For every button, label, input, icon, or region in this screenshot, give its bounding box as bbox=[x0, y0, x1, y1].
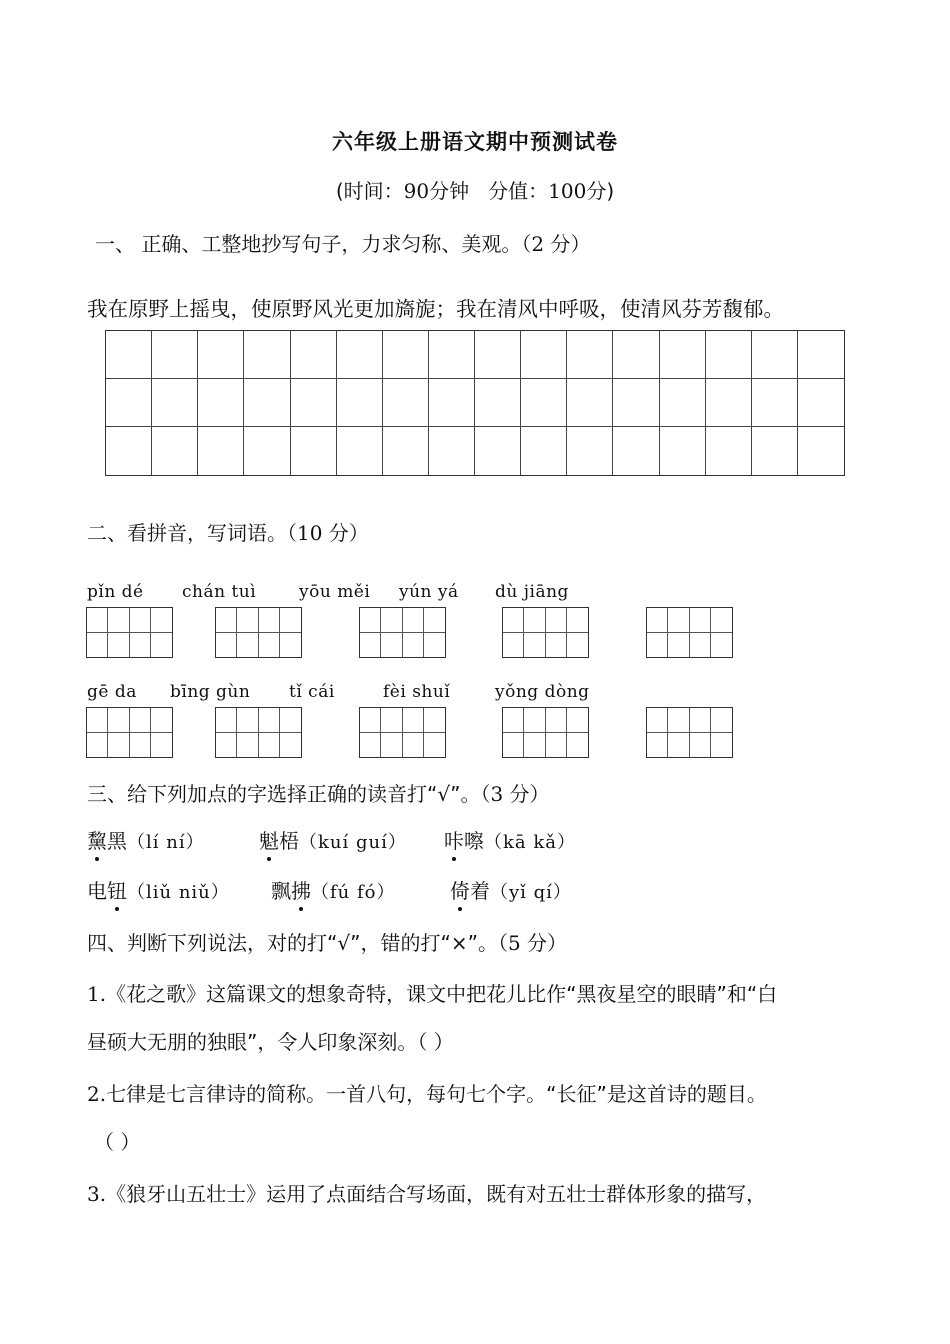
grid-cell[interactable] bbox=[152, 379, 198, 427]
grid-cell[interactable] bbox=[521, 331, 567, 379]
word-box-4[interactable] bbox=[502, 607, 589, 658]
question-1-line-1 bbox=[87, 978, 777, 1007]
grid-cell[interactable] bbox=[798, 331, 844, 379]
section1-points: （2 分） bbox=[521, 232, 591, 256]
word-box-2[interactable] bbox=[215, 607, 302, 658]
grid-cell[interactable] bbox=[198, 427, 244, 475]
grid-cell[interactable] bbox=[613, 427, 659, 475]
pronunciation-item-6 bbox=[450, 875, 572, 904]
grid-cell[interactable] bbox=[244, 379, 290, 427]
pinyin-3: yōu měi bbox=[299, 582, 371, 602]
dotted-char: 钮 bbox=[107, 875, 127, 904]
pinyin-10: yǒng dòng bbox=[495, 682, 590, 702]
grid-cell[interactable] bbox=[752, 331, 798, 379]
copy-writing-grid[interactable] bbox=[105, 330, 845, 476]
grid-cell[interactable] bbox=[152, 331, 198, 379]
grid-cell[interactable] bbox=[706, 331, 752, 379]
grid-cell[interactable] bbox=[521, 379, 567, 427]
word-pre: 飘 bbox=[271, 879, 291, 903]
pronunciation-item-5 bbox=[271, 875, 395, 904]
grid-cell[interactable] bbox=[798, 379, 844, 427]
question-2-answer-blank[interactable]: （ ） bbox=[94, 1130, 141, 1154]
pronunciation-item-1 bbox=[87, 825, 205, 854]
grid-cell[interactable] bbox=[383, 379, 429, 427]
time-unit: 分钟 bbox=[429, 179, 470, 203]
copy-sentence: 我在原野上摇曳，使原野风光更加旖旎；我在清风中呼吸，使清风芬芳馥郁。 bbox=[87, 297, 784, 321]
section1-heading-text: 一、 正确、工整地抄写句子，力求匀称、美观。 bbox=[95, 232, 522, 256]
pronunciation-options[interactable]: （lí ní） bbox=[127, 832, 205, 853]
word-box-3[interactable] bbox=[359, 607, 446, 658]
grid-cell[interactable] bbox=[106, 331, 152, 379]
grid-cell[interactable] bbox=[660, 379, 706, 427]
grid-cell[interactable] bbox=[198, 379, 244, 427]
grid-cell[interactable] bbox=[383, 427, 429, 475]
pinyin-4: yún yá bbox=[399, 582, 459, 602]
question-3-number: 3. bbox=[87, 1182, 107, 1206]
dotted-char: 魁 bbox=[259, 825, 279, 854]
grid-cell[interactable] bbox=[291, 331, 337, 379]
pronunciation-options[interactable]: （yǐ qí） bbox=[490, 882, 572, 903]
grid-cell[interactable] bbox=[198, 331, 244, 379]
grid-cell[interactable] bbox=[752, 427, 798, 475]
section4-heading-text: 四、判断下列说法，对的打“√”，错的打“×”。 bbox=[87, 931, 498, 955]
pronunciation-options[interactable]: （kā kǎ） bbox=[484, 832, 576, 853]
page-title: 六年级上册语文期中预测试卷 bbox=[332, 130, 618, 154]
grid-cell[interactable] bbox=[291, 379, 337, 427]
grid-cell[interactable] bbox=[106, 379, 152, 427]
grid-cell[interactable] bbox=[752, 379, 798, 427]
grid-cell[interactable] bbox=[429, 427, 475, 475]
dotted-char: 黧 bbox=[87, 825, 107, 854]
dotted-char: 拂 bbox=[291, 875, 311, 904]
dotted-char: 咔 bbox=[444, 825, 464, 854]
grid-cell[interactable] bbox=[567, 379, 613, 427]
grid-cell[interactable] bbox=[798, 427, 844, 475]
time-label: (时间： bbox=[335, 179, 404, 203]
question-2-line-1 bbox=[87, 1078, 767, 1107]
pinyin-2: chán tuì bbox=[182, 582, 257, 602]
grid-cell[interactable] bbox=[706, 427, 752, 475]
grid-cell[interactable] bbox=[337, 427, 383, 475]
section3-points: （3 分） bbox=[480, 782, 550, 806]
score-unit: 分) bbox=[586, 179, 615, 203]
question-3-text: 《狼牙山五壮士》运用了点面结合写场面，既有对五壮士群体形象的描写， bbox=[106, 1182, 767, 1206]
time-value: 90 bbox=[403, 179, 430, 203]
grid-cell[interactable] bbox=[660, 331, 706, 379]
question-1-line-2[interactable]: 昼硕大无朋的独眼”，令人印象深刻。（ ） bbox=[87, 1030, 454, 1054]
grid-cell[interactable] bbox=[613, 379, 659, 427]
pronunciation-options[interactable]: （liǔ niǔ） bbox=[127, 882, 230, 903]
grid-cell[interactable] bbox=[660, 427, 706, 475]
word-box-8[interactable] bbox=[359, 707, 446, 758]
section4-points: （5 分） bbox=[497, 931, 568, 955]
score-label: 分值： bbox=[488, 179, 549, 203]
grid-cell[interactable] bbox=[337, 379, 383, 427]
word-box-9[interactable] bbox=[502, 707, 589, 758]
grid-cell[interactable] bbox=[521, 427, 567, 475]
dotted-char: 倚 bbox=[450, 875, 470, 904]
section2-heading bbox=[87, 517, 369, 546]
grid-cell[interactable] bbox=[244, 427, 290, 475]
pinyin-7: bīng gùn bbox=[170, 682, 251, 702]
pronunciation-options[interactable]: （fú fó） bbox=[311, 882, 396, 903]
pinyin-9: fèi shuǐ bbox=[383, 682, 451, 702]
pronunciation-item-4 bbox=[87, 875, 230, 904]
grid-cell[interactable] bbox=[475, 331, 521, 379]
grid-cell[interactable] bbox=[429, 331, 475, 379]
question-2-text: 七律是七言律诗的简称。一首八句，每句七个字。“长征”是这首诗的题目。 bbox=[106, 1082, 767, 1106]
exam-info bbox=[0, 175, 950, 204]
question-2-number: 2. bbox=[87, 1082, 107, 1106]
pinyin-8: tǐ cái bbox=[289, 682, 335, 702]
grid-cell[interactable] bbox=[567, 427, 613, 475]
grid-cell[interactable] bbox=[337, 331, 383, 379]
pinyin-6: gē da bbox=[87, 682, 137, 702]
word-pre: 电 bbox=[87, 879, 107, 903]
word-rest: 着 bbox=[470, 879, 490, 903]
word-box-10[interactable] bbox=[646, 707, 733, 758]
section2-heading-text: 二、看拼音，写词语。 bbox=[87, 521, 287, 545]
pronunciation-item-3 bbox=[444, 825, 576, 854]
grid-cell[interactable] bbox=[291, 427, 337, 475]
question-1-text: 《花之歌》这篇课文的想象奇特，课文中把花儿比作“黑夜星空的眼睛”和“白 bbox=[106, 982, 778, 1006]
pronunciation-item-2 bbox=[259, 825, 407, 854]
question-1-number: 1. bbox=[87, 982, 107, 1006]
grid-cell[interactable] bbox=[475, 379, 521, 427]
grid-cell[interactable] bbox=[383, 331, 429, 379]
section1-heading bbox=[95, 228, 590, 257]
section3-heading-text: 三、给下列加点的字选择正确的读音打“√”。 bbox=[87, 782, 481, 806]
question-3-line-1 bbox=[87, 1178, 766, 1207]
pinyin-5: dù jiāng bbox=[495, 582, 569, 602]
word-box-7[interactable] bbox=[215, 707, 302, 758]
word-box-5[interactable] bbox=[646, 607, 733, 658]
pinyin-1: pǐn dé bbox=[87, 582, 144, 602]
grid-cell[interactable] bbox=[429, 379, 475, 427]
word-rest: 嚓 bbox=[464, 829, 484, 853]
grid-cell[interactable] bbox=[475, 427, 521, 475]
word-box-1[interactable] bbox=[86, 607, 173, 658]
grid-cell[interactable] bbox=[244, 331, 290, 379]
pronunciation-options[interactable]: （kuí guí） bbox=[299, 832, 407, 853]
grid-cell[interactable] bbox=[706, 379, 752, 427]
grid-cell[interactable] bbox=[613, 331, 659, 379]
word-box-6[interactable] bbox=[86, 707, 173, 758]
section3-heading bbox=[87, 778, 550, 807]
score-value: 100 bbox=[548, 179, 587, 203]
section4-heading bbox=[87, 927, 567, 956]
section2-points: （10 分） bbox=[287, 521, 369, 545]
grid-cell[interactable] bbox=[106, 427, 152, 475]
word-rest: 梧 bbox=[279, 829, 299, 853]
grid-cell[interactable] bbox=[567, 331, 613, 379]
word-rest: 黑 bbox=[107, 829, 127, 853]
grid-cell[interactable] bbox=[152, 427, 198, 475]
